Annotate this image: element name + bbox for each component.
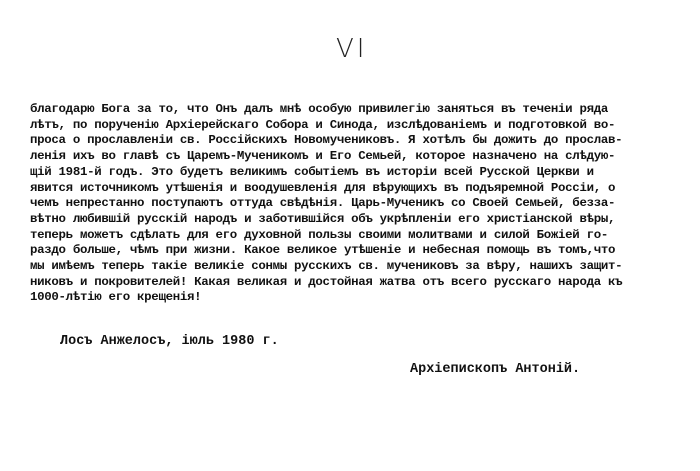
page-number: VI [336,34,368,64]
text-line: щій 1981-й годъ. Это будетъ великимъ событіемъ въ исторіи всей Русской Церкви и [30,164,594,179]
text-line: проса о прославленіи св. Россійскихъ Новомучениковъ. Я хотѣлъ бы дожить до прослав- [30,133,623,148]
text-line: 1000-лѣтію его крещенія! [30,290,202,305]
text-line: мы имѣемъ теперь такіе великіе сонмы русскихъ св. мучениковъ за вѣру, нашихъ защит- [30,259,623,274]
text-line: чемъ непрестанно поступаютъ оттуда свѣдѣнія. Царь-Мученикъ со Своей Семьей, безза- [30,196,616,211]
text-line: лѣтъ, по порученію Архіерейскаго Собора и Синода, изслѣдованіемъ и подготовкой во- [30,117,616,132]
text-line: ленія ихъ во главѣ съ Царемъ-Мученикомъ и Его Семьей, которое назначено на слѣдую- [30,149,616,164]
text-line: вѣтно любившій русскій народъ и заботившійся объ укрѣпленіи его христіанской вѣры, [30,211,616,226]
signature-line: Архіепископъ Антоній. [410,362,581,377]
place-date-line: Лосъ Анжелосъ, іюль 1980 г. [60,334,279,349]
text-line: благодарю Бога за то, что Онъ далъ мнѣ особую привилегію заняться въ теченіи ряда [30,102,608,116]
text-line: теперь можетъ сдѣлать для его духовной пользы своими молитвами и силой Божіей го- [30,227,608,242]
text-line: никовъ и покровителей! Какая великая и достойная жатва отъ всего русскаго народа къ [30,274,623,289]
body-paragraph [30,102,680,306]
text-line: раздо больше, чѣмъ при жизни. Какое великое утѣшеніе и небесная помощь въ томъ,что [30,243,616,258]
text-line: явится источникомъ утѣшенія и воодушевленія для вѣрующихъ въ подъяремной Россіи, о [30,180,616,195]
